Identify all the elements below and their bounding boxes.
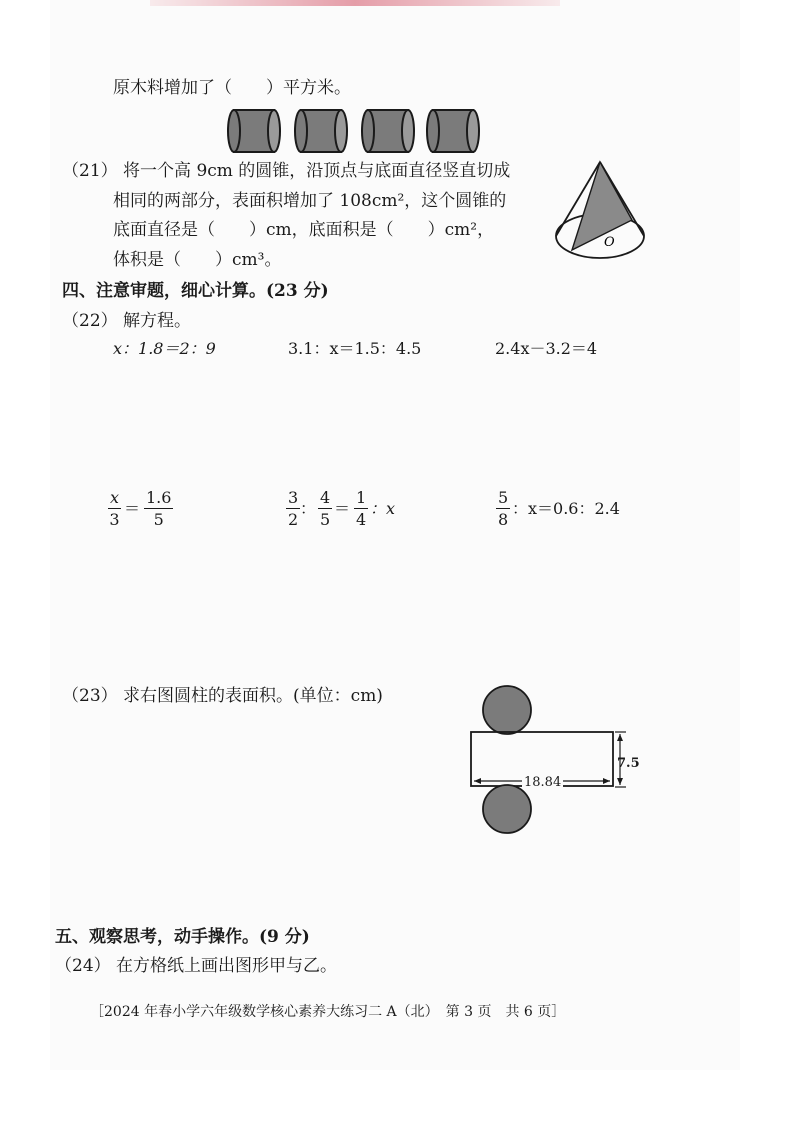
q23-title: （23） 求右图圆柱的表面积。(单位：cm) [62,686,383,706]
q22-title: （22） 解方程。 [62,311,192,331]
section-5-title: 五、观察思考，动手操作。(9 分) [55,927,310,947]
cone-center-label: O [604,235,615,250]
net-bottom-circle [483,785,531,833]
eq5-fraction-1: $\frac{3}{2}$ [288,488,299,529]
q21-line-4: 体积是（ ）cm³。 [113,250,282,270]
eq5-fraction-2: $\frac{4}{5}$ [320,488,331,529]
eq4-fraction-left: $\frac{x}{3}$ [109,488,120,529]
equation-3: 2.4x－3.2＝4 [495,339,598,358]
eq6-fraction: $\frac{5}{8}$ [498,488,509,529]
eq4-fraction-right: $\frac{1.6}{5}$ [146,488,172,529]
eq5-tail: ：x [370,499,396,518]
eq4-equals: ＝ [124,499,141,518]
eq5-colon: ： [300,499,317,518]
equation-1: x：1.8＝2：9 [113,339,216,358]
cylinder-3 [362,110,414,152]
width-label: 18.84 [524,775,562,790]
continued-question-text: 原木料增加了（ ）平方米。 [113,78,351,98]
wood-cylinders-figure [228,106,488,156]
eq6-tail: ：x＝0.6：2.4 [512,499,620,518]
cylinder-1 [228,110,280,152]
cylinder-2 [295,110,347,152]
q21-line-1: （21） 将一个高 9cm 的圆锥，沿顶点与底面直径竖直切成 [62,161,511,181]
cone-figure [550,158,650,268]
q21-line-3: 底面直径是（ ）cm，底面积是（ ）cm²， [113,220,495,240]
section-4-title: 四、注意审题，细心计算。(23 分) [62,281,329,301]
top-color-band [150,0,560,6]
q21-line-2: 相同的两部分，表面积增加了 108cm²，这个圆锥的 [113,191,507,211]
q24-title: （24） 在方格纸上画出图形甲与乙。 [55,956,338,976]
page-footer: ［2024 年春小学六年级数学核心素养大练习二 A（北） 第 3 页 共 6 页］ [90,1004,566,1020]
eq5-equals: ＝ [334,499,351,518]
cylinder-4 [427,110,479,152]
net-top-circle [483,686,531,734]
height-label: 7.5 [617,756,640,771]
eq5-fraction-3: $\frac{1}{4}$ [356,488,367,529]
equation-2: 3.1：x＝1.5：4.5 [288,339,422,358]
